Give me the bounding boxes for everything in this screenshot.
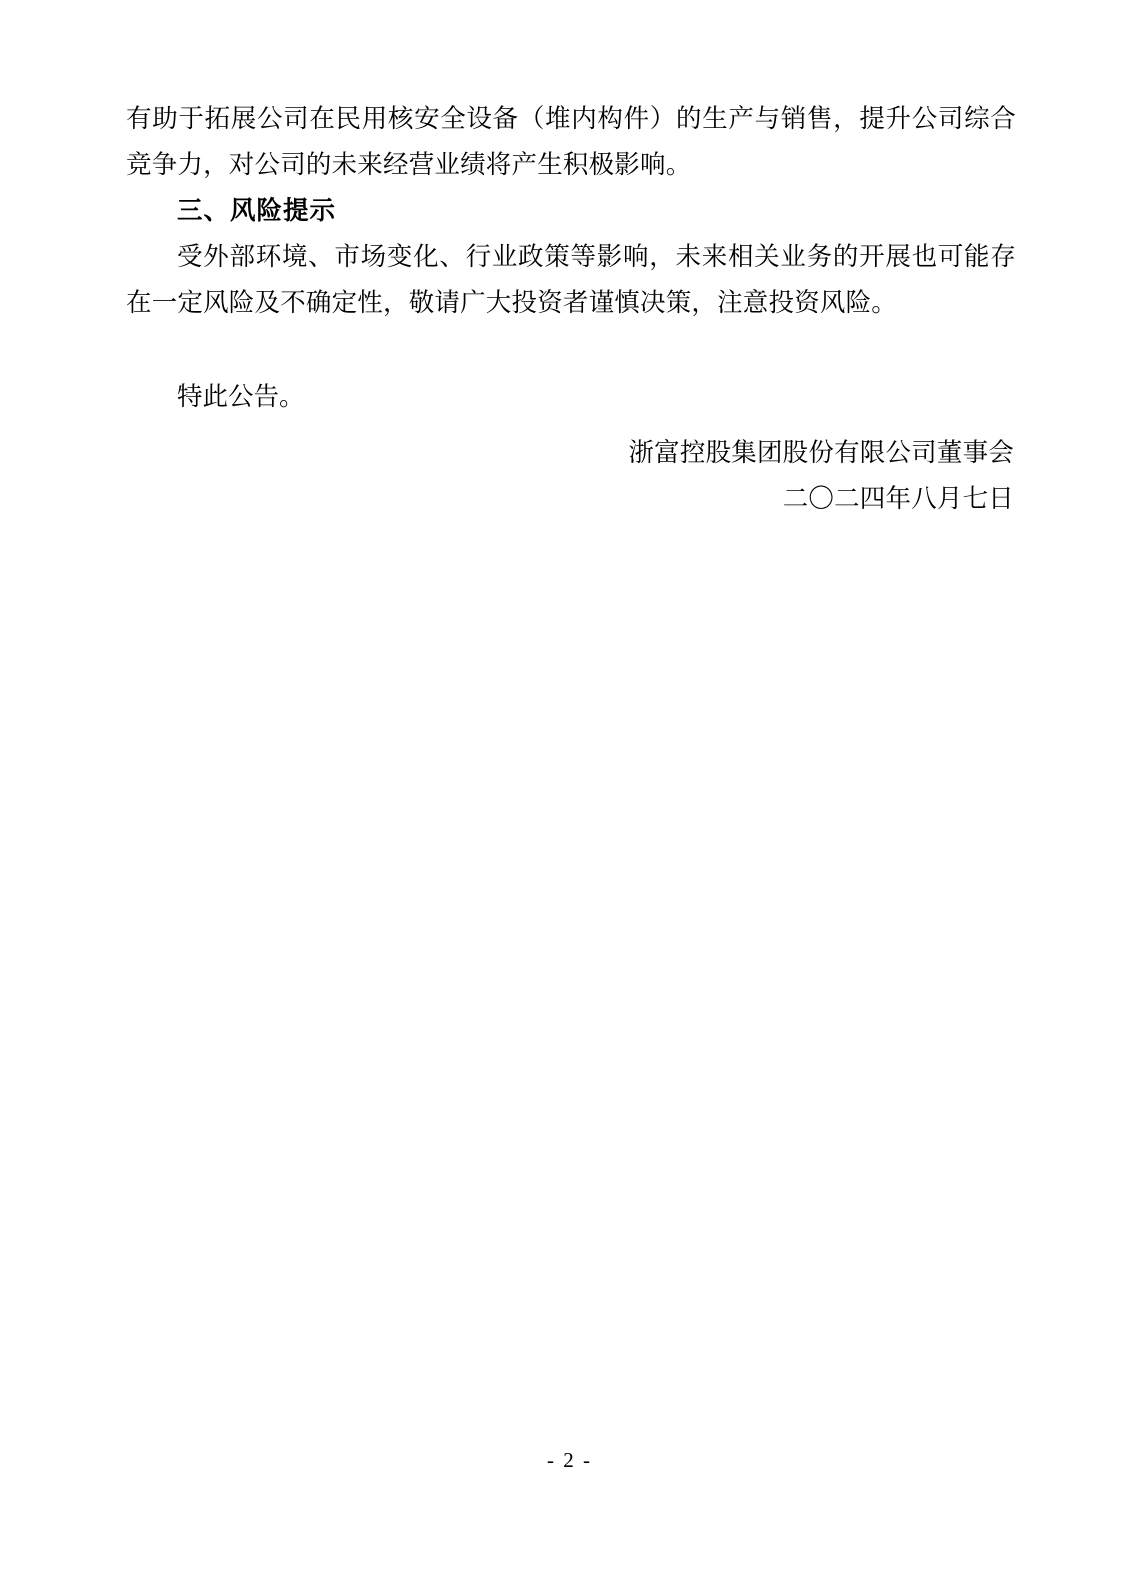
signature-block [126,430,1016,522]
section-heading-risk-notice: 三、风险提示 [177,196,337,225]
notice-line: 特此公告。 [177,382,305,411]
paragraph-continuation: 有助于拓展公司在民用核安全设备（堆内构件）的生产与销售，提升公司综合竞争力，对公司的未来经营业绩将产生积极影响。 [126,104,1016,179]
paragraph-spacer [126,326,1016,374]
page-number-footer: - 2 - [547,1448,592,1472]
signature-company: 浙富控股集团股份有限公司董事会 [628,438,1014,467]
signature-date: 二〇二四年八月七日 [782,484,1014,513]
paragraph-risk: 受外部环境、市场变化、行业政策等影响，未来相关业务的开展也可能存在一定风险及不确定性，敬请广大投资者谨慎决策，注意投资风险。 [126,242,1016,317]
document-content [126,96,1016,522]
